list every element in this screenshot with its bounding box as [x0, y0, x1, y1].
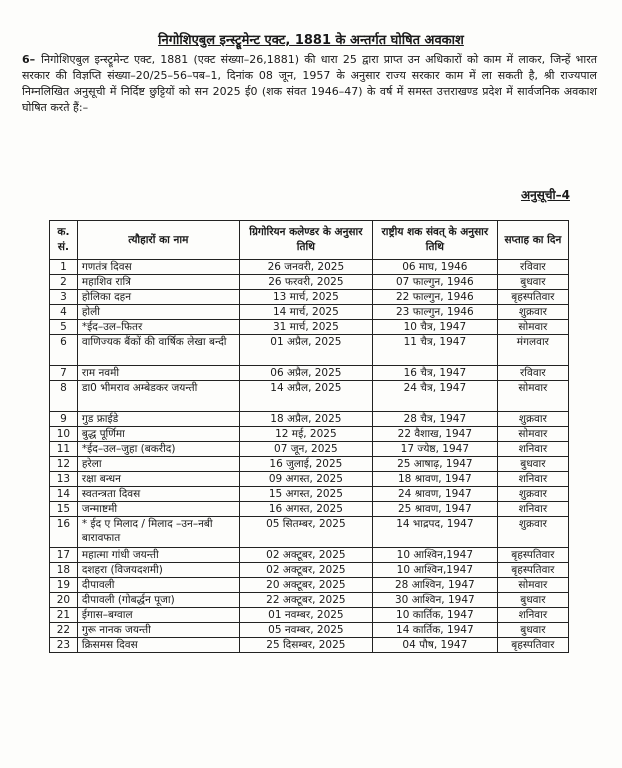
- cell-name: हरेला: [77, 457, 239, 472]
- paragraph-number: 6–: [22, 53, 36, 66]
- cell-name: दशहरा (विजयदशमी): [77, 563, 239, 578]
- table-row: [50, 472, 569, 487]
- cell-sn: 21: [50, 608, 78, 623]
- cell-gregorian-date: 26 जनवरी, 2025: [239, 260, 372, 275]
- cell-gregorian-date: 09 अगस्त, 2025: [239, 472, 372, 487]
- cell-gregorian-date: 07 जून, 2025: [239, 442, 372, 457]
- table-row: [50, 442, 569, 457]
- cell-name: बुद्ध पूर्णिमा: [77, 427, 239, 442]
- cell-gregorian-date: 13 मार्च, 2025: [239, 290, 372, 305]
- cell-sn: 16: [50, 517, 78, 548]
- table-row: [50, 335, 569, 366]
- table-row: [50, 502, 569, 517]
- header-name: त्यौहारों का नाम: [77, 221, 239, 260]
- cell-weekday: रविवार: [497, 260, 568, 275]
- table-row: [50, 517, 569, 548]
- intro-paragraph: [22, 52, 597, 116]
- cell-weekday: सोमवार: [497, 381, 568, 412]
- cell-gregorian-date: 22 अक्टूबर, 2025: [239, 593, 372, 608]
- cell-name: दीपावली: [77, 578, 239, 593]
- cell-gregorian-date: 25 दिसम्बर, 2025: [239, 638, 372, 653]
- cell-weekday: शनिवार: [497, 502, 568, 517]
- cell-shaka-date: 14 कार्तिक, 1947: [372, 623, 497, 638]
- cell-weekday: बुधवार: [497, 593, 568, 608]
- cell-weekday: रविवार: [497, 366, 568, 381]
- cell-gregorian-date: 01 नवम्बर, 2025: [239, 608, 372, 623]
- header-gregorian-date: ग्रिगोरियन कलेण्डर के अनुसार तिथि: [239, 221, 372, 260]
- cell-shaka-date: 10 कार्तिक, 1947: [372, 608, 497, 623]
- cell-sn: 20: [50, 593, 78, 608]
- cell-name: जन्माष्टमी: [77, 502, 239, 517]
- cell-gregorian-date: 05 नवम्बर, 2025: [239, 623, 372, 638]
- table-header-row: [50, 221, 569, 260]
- schedule-label: अनुसूची–4: [520, 188, 570, 202]
- table-row: [50, 290, 569, 305]
- cell-shaka-date: 22 फाल्गुन, 1946: [372, 290, 497, 305]
- cell-name: गुड फ्राईडे: [77, 412, 239, 427]
- cell-name: क्रिसमस दिवस: [77, 638, 239, 653]
- cell-gregorian-date: 06 अप्रैल, 2025: [239, 366, 372, 381]
- cell-weekday: बुधवार: [497, 275, 568, 290]
- cell-gregorian-date: 26 फरवरी, 2025: [239, 275, 372, 290]
- cell-gregorian-date: 16 अगस्त, 2025: [239, 502, 372, 517]
- cell-gregorian-date: 15 अगस्त, 2025: [239, 487, 372, 502]
- cell-sn: 22: [50, 623, 78, 638]
- cell-shaka-date: 10 आश्विन,1947: [372, 548, 497, 563]
- cell-weekday: शुक्रवार: [497, 517, 568, 548]
- cell-sn: 23: [50, 638, 78, 653]
- cell-weekday: सोमवार: [497, 320, 568, 335]
- cell-weekday: मंगलवार: [497, 335, 568, 366]
- cell-name: ईगास–बग्वाल: [77, 608, 239, 623]
- table-row: [50, 260, 569, 275]
- cell-name: दीपावली (गोबर्द्धन पूजा): [77, 593, 239, 608]
- holiday-table: [49, 220, 569, 653]
- cell-sn: 3: [50, 290, 78, 305]
- cell-name: गुरू नानक जयन्ती: [77, 623, 239, 638]
- cell-weekday: बुधवार: [497, 623, 568, 638]
- cell-gregorian-date: 14 अप्रैल, 2025: [239, 381, 372, 412]
- cell-sn: 15: [50, 502, 78, 517]
- cell-name: स्वतन्त्रता दिवस: [77, 487, 239, 502]
- cell-name: * ईद ए मिलाद / मिलाद –उन–नबी बारावफात: [77, 517, 239, 548]
- table-row: [50, 412, 569, 427]
- cell-name: गणतंत्र दिवस: [77, 260, 239, 275]
- cell-shaka-date: 18 श्रावण, 1947: [372, 472, 497, 487]
- cell-shaka-date: 17 ज्येष्ठ, 1947: [372, 442, 497, 457]
- cell-shaka-date: 11 चैत्र, 1947: [372, 335, 497, 366]
- cell-gregorian-date: 16 जुलाई, 2025: [239, 457, 372, 472]
- cell-sn: 14: [50, 487, 78, 502]
- table-row: [50, 366, 569, 381]
- cell-weekday: बृहस्पतिवार: [497, 290, 568, 305]
- table-row: [50, 548, 569, 563]
- cell-shaka-date: 30 आश्विन, 1947: [372, 593, 497, 608]
- cell-shaka-date: 25 श्रावण, 1947: [372, 502, 497, 517]
- cell-weekday: शुक्रवार: [497, 487, 568, 502]
- table-row: [50, 275, 569, 290]
- cell-sn: 7: [50, 366, 78, 381]
- cell-sn: 5: [50, 320, 78, 335]
- cell-shaka-date: 16 चैत्र, 1947: [372, 366, 497, 381]
- cell-weekday: शनिवार: [497, 608, 568, 623]
- cell-gregorian-date: 01 अप्रैल, 2025: [239, 335, 372, 366]
- cell-sn: 11: [50, 442, 78, 457]
- cell-shaka-date: 10 चैत्र, 1947: [372, 320, 497, 335]
- cell-gregorian-date: 18 अप्रैल, 2025: [239, 412, 372, 427]
- cell-name: रक्षा बन्धन: [77, 472, 239, 487]
- cell-shaka-date: 23 फाल्गुन, 1946: [372, 305, 497, 320]
- cell-shaka-date: 14 भाद्रपद, 1947: [372, 517, 497, 548]
- table-row: [50, 578, 569, 593]
- cell-shaka-date: 24 श्रावण, 1947: [372, 487, 497, 502]
- cell-shaka-date: 28 चैत्र, 1947: [372, 412, 497, 427]
- cell-sn: 1: [50, 260, 78, 275]
- cell-shaka-date: 25 आषाढ़, 1947: [372, 457, 497, 472]
- page-title: निगोशिएबुल इन्स्ट्रूमेन्ट एक्ट, 1881 के अन्तर्गत घोषित अवकाश: [158, 33, 464, 48]
- cell-sn: 17: [50, 548, 78, 563]
- cell-sn: 18: [50, 563, 78, 578]
- cell-sn: 10: [50, 427, 78, 442]
- header-shaka-date: राष्ट्रीय शक संवत् के अनुसार तिथि: [372, 221, 497, 260]
- cell-name: होलिका दहन: [77, 290, 239, 305]
- cell-gregorian-date: 12 मई, 2025: [239, 427, 372, 442]
- table-row: [50, 457, 569, 472]
- table-row: [50, 593, 569, 608]
- cell-weekday: शुक्रवार: [497, 305, 568, 320]
- header-sn: क. सं.: [50, 221, 78, 260]
- table-row: [50, 427, 569, 442]
- table-row: [50, 305, 569, 320]
- table-row: [50, 563, 569, 578]
- table-row: [50, 638, 569, 653]
- cell-shaka-date: 07 फाल्गुन, 1946: [372, 275, 497, 290]
- table-row: [50, 487, 569, 502]
- cell-weekday: सोमवार: [497, 427, 568, 442]
- cell-weekday: बृहस्पतिवार: [497, 548, 568, 563]
- cell-weekday: शनिवार: [497, 442, 568, 457]
- cell-sn: 8: [50, 381, 78, 412]
- cell-name: राम नवमी: [77, 366, 239, 381]
- cell-shaka-date: 28 आश्विन, 1947: [372, 578, 497, 593]
- cell-shaka-date: 24 चैत्र, 1947: [372, 381, 497, 412]
- table-row: [50, 381, 569, 412]
- cell-weekday: सोमवार: [497, 578, 568, 593]
- cell-sn: 13: [50, 472, 78, 487]
- cell-shaka-date: 06 माघ, 1946: [372, 260, 497, 275]
- cell-gregorian-date: 14 मार्च, 2025: [239, 305, 372, 320]
- table-row: [50, 320, 569, 335]
- cell-weekday: बृहस्पतिवार: [497, 638, 568, 653]
- cell-name: *ईद–उल–फितर: [77, 320, 239, 335]
- cell-gregorian-date: 31 मार्च, 2025: [239, 320, 372, 335]
- cell-gregorian-date: 02 अक्टूबर, 2025: [239, 563, 372, 578]
- cell-shaka-date: 22 वैशाख, 1947: [372, 427, 497, 442]
- cell-sn: 19: [50, 578, 78, 593]
- header-weekday: सप्ताह का दिन: [497, 221, 568, 260]
- cell-sn: 12: [50, 457, 78, 472]
- cell-sn: 4: [50, 305, 78, 320]
- cell-sn: 2: [50, 275, 78, 290]
- cell-weekday: शनिवार: [497, 472, 568, 487]
- cell-name: *ईद–उल–जुहा (बकरीद): [77, 442, 239, 457]
- cell-gregorian-date: 20 अक्टूबर, 2025: [239, 578, 372, 593]
- cell-name: डा0 भीमराव अम्बेडकर जयन्ती: [77, 381, 239, 412]
- cell-sn: 9: [50, 412, 78, 427]
- cell-weekday: बृहस्पतिवार: [497, 563, 568, 578]
- cell-shaka-date: 10 आश्विन,1947: [372, 563, 497, 578]
- cell-gregorian-date: 05 सितम्बर, 2025: [239, 517, 372, 548]
- cell-weekday: शुक्रवार: [497, 412, 568, 427]
- table-row: [50, 608, 569, 623]
- cell-sn: 6: [50, 335, 78, 366]
- cell-name: महात्मा गांधी जयन्ती: [77, 548, 239, 563]
- cell-name: महाशिव रात्रि: [77, 275, 239, 290]
- cell-weekday: बुधवार: [497, 457, 568, 472]
- cell-shaka-date: 04 पौष, 1947: [372, 638, 497, 653]
- table-row: [50, 623, 569, 638]
- cell-name: वाणिज्यक बैंकों की वार्षिक लेखा बन्दी: [77, 335, 239, 366]
- intro-text: निगोशिएबुल इन्स्ट्रूमेन्ट एक्ट, 1881 (एक्ट संख्या–26,1881) की धारा 25 द्वारा प्राप्त उन अधिकारों को काम में लाकर, जिन्हें भारत सरकार की विज्ञप्ति संख्या–20/25–56–पब–1, दिनांक 08 जून, 1957 के अनुसार राज्य सरकार काम में ला सकती है, श्री राज्यपाल निम्नलिखित अनुसूची में निर्दिष्ट छुट्टियों को सन 2025 ई0 (शक संवत 1946–47) के वर्ष में समस्त उत्तराखण्ड प्रदेश में सार्वजनिक अवकाश घोषित करते हैं:–: [22, 53, 597, 114]
- cell-name: होली: [77, 305, 239, 320]
- cell-gregorian-date: 02 अक्टूबर, 2025: [239, 548, 372, 563]
- table-body: [50, 260, 569, 653]
